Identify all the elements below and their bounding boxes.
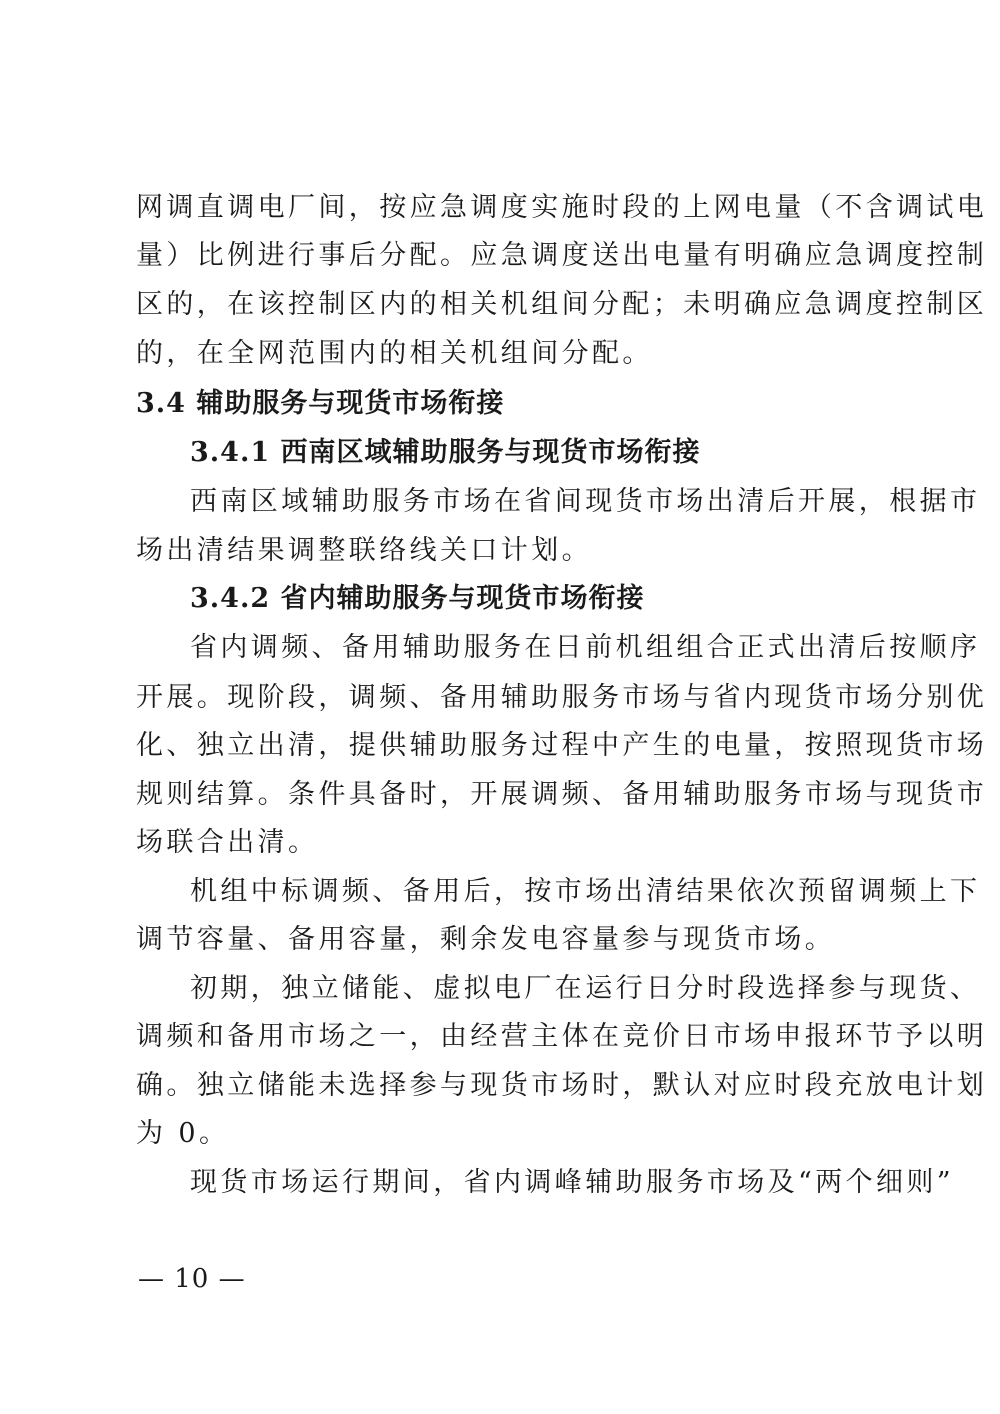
body-text-line: 调节容量、备用容量，剩余发电容量参与现货市场。 <box>136 924 836 955</box>
body-text-line: 调频和备用市场之一，由经营主体在竞价日市场申报环节予以明 <box>136 1021 988 1052</box>
body-text-line: 场出清结果调整联络线关口计划。 <box>136 535 592 566</box>
subsection-heading-3-4-2: 3.4.2 省内辅助服务与现货市场衔接 <box>190 583 645 614</box>
body-text-line: 西南区域辅助服务市场在省间现货市场出清后开展，根据市 <box>190 486 981 517</box>
body-text-line: 规则结算。条件具备时，开展调频、备用辅助服务市场与现货市 <box>136 779 988 810</box>
section-heading-3-4: 3.4 辅助服务与现货市场衔接 <box>136 388 505 419</box>
subsection-heading-3-4-1: 3.4.1 西南区域辅助服务与现货市场衔接 <box>190 437 701 468</box>
body-text-line: 省内调频、备用辅助服务在日前机组组合正式出清后按顺序 <box>190 632 981 663</box>
body-text-line: 机组中标调频、备用后，按市场出清结果依次预留调频上下 <box>190 876 981 907</box>
body-text-line: 确。独立储能未选择参与现货市场时，默认对应时段充放电计划 <box>136 1070 988 1101</box>
body-text-line: 场联合出清。 <box>136 827 319 858</box>
body-text-line: 量）比例进行事后分配。应急调度送出电量有明确应急调度控制 <box>136 240 988 271</box>
body-text-line: 初期，独立储能、虚拟电厂在运行日分时段选择参与现货、 <box>190 973 981 1004</box>
body-text-line: 开展。现阶段，调频、备用辅助服务市场与省内现货市场分别优 <box>136 682 988 713</box>
body-text-line: 现货市场运行期间，省内调峰辅助服务市场及“两个细则” <box>190 1167 955 1198</box>
page-number: — 10 — <box>138 1264 246 1294</box>
body-text-line: 的，在全网范围内的相关机组间分配。 <box>136 338 653 369</box>
body-text-line: 区的，在该控制区内的相关机组间分配；未明确应急调度控制区 <box>136 289 988 320</box>
body-text-line: 化、独立出清，提供辅助服务过程中产生的电量，按照现货市场 <box>136 730 988 761</box>
body-text-line: 为 0。 <box>136 1118 230 1149</box>
body-text-line: 网调直调电厂间，按应急调度实施时段的上网电量（不含调试电 <box>136 192 988 223</box>
